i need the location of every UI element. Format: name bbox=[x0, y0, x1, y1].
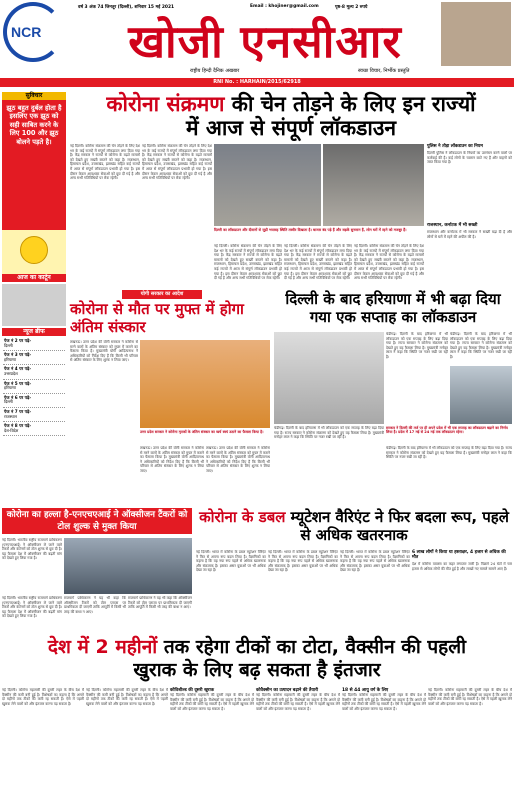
variant-body-col2: नई दिल्ली। भारत में कोरोना के डबल म्यूटेशन वैरिएंट ने फिर से अपना रूप बदल लिया है। वैज्ञानिकों का कहना है कि यह नया रूप पहले से अधिक खतरनाक और संक्रामक है। इसका असर युवाओं पर भी अधिक देखा जा रहा है। bbox=[268, 550, 338, 573]
variant-side bbox=[412, 550, 512, 634]
lead-sidebar2-body: राजस्थान और कर्नाटक में भी सरकार ने सख्ती बढ़ा दी है और लोगों से घरों में रहने की अपील की है। bbox=[427, 230, 512, 239]
variant-headline-black: म्यूटेशन वैरिएंट ने फिर बदला रूप, पहले से अधिक खतरनाक bbox=[285, 508, 509, 544]
lead-body-col1: नई दिल्ली। कोरोना संक्रमण की चेन तोड़ने के लिए देश भर के कई राज्यों में संपूर्ण लॉकडाउन लगा दिया गया है। केंद्र सरकार ने राज्यों से कोरोना के बढ़ते मामलों को देखते हुए सख्ती बरतने को कहा है। राजस्थान, हिमाचल प्रदेश, उत्तराखंड, झारखंड सहित कई राज्यों में आज से संपूर्ण लॉकडाउन प्रभावी हो गया है। इस दौरान केवल आवश्यक सेवाओं को छूट दी गई है और अन्य सभी गतिविधियों पर रोक रहेगी। bbox=[70, 144, 140, 181]
vaccine-headline-line2: खुराक के लिए बढ़ सकता है इंतजार bbox=[133, 659, 381, 681]
masthead-email[interactable]: Email : khojiner@gmail.com bbox=[250, 4, 319, 9]
haryana-photo-ward bbox=[450, 366, 512, 424]
funeral-tag: योगी सरकार का आदेश bbox=[122, 290, 202, 299]
sidebar bbox=[2, 92, 66, 504]
lead-headline-line2: में आज से संपूर्ण लॉकडाउन bbox=[186, 116, 396, 140]
rni-bar: RNI No. : HARHAIN/2015/62918 bbox=[0, 78, 514, 87]
vaccine-sub2: कोवैक्सीन का उत्पादन बढ़ाने की तैयारी bbox=[256, 688, 319, 693]
lead-sidebar-body: दिल्ली पुलिस ने लॉकडाउन के नियमों का उल्लंघन करने वालों पर कार्रवाई की है। कई लोगों के चालान काटे गए हैं और वाहनों को जब्त किया गया है। bbox=[427, 151, 512, 165]
lead-headline[interactable] bbox=[70, 92, 512, 142]
lead-photo-right bbox=[323, 144, 424, 226]
tagline-left: राष्ट्रीय हिन्दी दैनिक अखबार bbox=[190, 68, 240, 74]
funeral-body-col2: लखनऊ। उत्तर प्रदेश की योगी सरकार ने कोरोना से मरने वालों के अंतिम संस्कार को मुफ्त में कराने का फैसला किया है। मुख्यमंत्री योगी आदित्यनाथ ने अधिकारियों को निर्देश दिए हैं कि किसी भी परिवार से अंतिम संस्कार के लिए शुल्क न लिया जाए। bbox=[140, 446, 204, 473]
oxygen-photo bbox=[64, 538, 192, 594]
haryana-body-col4: चंडीगढ़। दिल्ली के बाद हरियाणा में भी लॉकडाउन को एक सप्ताह के लिए बढ़ा दिया गया है। राज्य सरकार ने कोरोना संक्रमण को देखते हुए यह फैसला लिया है। मुख्यमंत्री मनोहर लाल ने कहा कि स्थिति पर नजर रखी जा रही है। bbox=[386, 446, 512, 460]
haryana-photo-caption: सरकार ने दिल्ली की तर्ज पर ही अपने प्रदेश में भी एक सप्ताह का लॉकडाउन बढ़ाने का निर्णय लिया है। प्रदेश में 17 मई से 24 मई तक लॉकडाउन रहेगा। bbox=[386, 426, 508, 435]
list-item[interactable]: पेज नं 3 पर पढ़े- हरियाणा bbox=[3, 351, 65, 365]
vaccine-col5 bbox=[342, 688, 426, 798]
lead-sidebar bbox=[427, 144, 512, 286]
oxygen-body-col1: नई दिल्ली। भारतीय राष्ट्रीय राजमार्ग प्राधिकरण (एनएचएआई) ने ऑक्सीजन ले जाने वाले टैंकरों और कंटेनरों को टोल शुल्क से छूट दी है। यह फैसला देश में ऑक्सीजन की बढ़ती मांग को देखते हुए लिया गया है। bbox=[2, 538, 62, 561]
variant-body-col1: नई दिल्ली। भारत में कोरोना के डबल म्यूटेशन वैरिएंट ने फिर से अपना रूप बदल लिया है। वैज्ञानिकों का कहना है कि यह नया रूप पहले से अधिक खतरनाक और संक्रामक है। इसका असर युवाओं पर भी अधिक देखा जा रहा है। bbox=[196, 550, 266, 573]
funeral-photo-caption: उत्तर प्रदेश सरकार ने कोरोना मृतकों के अंतिम संस्कार का खर्च स्वयं उठाने का फैसला किया है। bbox=[140, 430, 264, 434]
oxygen-body-col4: राजमार्ग प्राधिकरण ने यह भी कहा कि ऑक्सीजन टैंकरों को टोल प्लाजा पर प्राथमिकता दी जाएगी ताकि आपूर्ति में किसी भी तरह की बाधा न आए। bbox=[128, 596, 192, 610]
vaccine-headline-red: देश में 2 महीनों bbox=[47, 636, 158, 658]
vaccine-sub3: 18 से 44 आयु वर्ग के लिए bbox=[342, 688, 389, 693]
news-brief-list bbox=[2, 336, 66, 437]
lead-photo-caption: दिल्ली का लॉकडाउन और दीवानों से जुड़ी भयावह स्थिति तस्वीर दिखाता है। बाजार बंद पड़े हैं और सड़कें सुनसान हैं, लोग घरों में रहने को मजबूर हैं। bbox=[214, 228, 407, 232]
news-brief-title: न्यूज ब्रीफ bbox=[2, 328, 66, 336]
vaccine-headline-black: तक रहेगा टीकों का टोटा, वैक्सीन की पहली bbox=[157, 636, 467, 658]
vaccine-body-col3: नई दिल्ली। कोरोना महामारी की दूसरी लहर के बीच देश में वैक्सीन की कमी बनी हुई है। विशेषज्ञों का कहना है कि अगले दो महीनों तक टीकों की कमी रह सकती है। ऐसे में पहली खुराक लेने वालों को और इंतजार करना पड़ सकता है। bbox=[170, 693, 254, 711]
haryana-body-col3: चंडीगढ़। दिल्ली के बाद हरियाणा में भी लॉकडाउन को एक सप्ताह के लिए बढ़ा दिया गया है। राज्य सरकार ने कोरोना संक्रमण को देखते हुए यह फैसला लिया है। मुख्यमंत्री मनोहर लाल ने कहा कि स्थिति पर नजर रखी जा रही है। bbox=[274, 426, 384, 440]
list-item[interactable]: पेज नं 6 पर पढ़े- दिल्ली bbox=[3, 394, 65, 408]
haryana-headline[interactable]: दिल्ली के बाद हरियाणा में भी बढ़ा दिया गया एक सप्ताह का लॉकडाउन bbox=[285, 290, 501, 326]
oxygen-body-col3: राजमार्ग प्राधिकरण ने यह भी कहा कि ऑक्सीजन टैंकरों को टोल प्लाजा पर प्राथमिकता दी जाएगी ताकि आपूर्ति में किसी भी तरह की बाधा न आए। bbox=[64, 596, 126, 614]
funeral-photo bbox=[140, 340, 270, 428]
list-item[interactable]: पेज नं 5 पर पढ़े- हरियाणा bbox=[3, 380, 65, 394]
oxygen-body-col2: नई दिल्ली। भारतीय राष्ट्रीय राजमार्ग प्राधिकरण (एनएचएआई) ने ऑक्सीजन ले जाने वाले टैंकरों और कंटेनरों को टोल शुल्क से छूट दी है। यह फैसला देश में ऑक्सीजन की बढ़ती मांग को देखते हुए लिया गया है। bbox=[2, 596, 62, 619]
editor-photo bbox=[441, 2, 511, 66]
funeral-body-col3: लखनऊ। उत्तर प्रदेश की योगी सरकार ने कोरोना से मरने वालों के अंतिम संस्कार को मुफ्त में कराने का फैसला किया है। मुख्यमंत्री योगी आदित्यनाथ ने अधिकारियों को निर्देश दिए हैं कि किसी भी परिवार से अंतिम संस्कार के लिए शुल्क न लिया जाए। bbox=[206, 446, 270, 473]
variant-side-body: देश में कोरोना वायरस का कहर लगातार जारी है। पिछले 24 घंटों में चार हजार से अधिक लोगों की मौत हुई है और लाखों नए मामले सामने आए हैं। bbox=[412, 562, 512, 571]
lead-photo-left bbox=[214, 144, 321, 226]
cartoon-image bbox=[2, 284, 66, 326]
list-item[interactable]: पेज नं 7 पर पढ़े- राजस्थान bbox=[3, 408, 65, 422]
vaccine-body-col1: नई दिल्ली। कोरोना महामारी की दूसरी लहर के बीच देश में वैक्सीन की कमी बनी हुई है। विशेषज्ञों का कहना है कि अगले दो महीनों तक टीकों की कमी रह सकती है। ऐसे में पहली खुराक लेने वालों को और इंतजार करना पड़ सकता है। bbox=[2, 688, 84, 706]
lead-body-col4: नई दिल्ली। कोरोना संक्रमण की चेन तोड़ने के लिए देश भर के कई राज्यों में संपूर्ण लॉकडाउन लगा दिया गया है। केंद्र सरकार ने राज्यों से कोरोना के बढ़ते मामलों को देखते हुए सख्ती बरतने को कहा है। राजस्थान, हिमाचल प्रदेश, उत्तराखंड, झारखंड सहित कई राज्यों में आज से संपूर्ण लॉकडाउन प्रभावी हो गया है। इस दौरान केवल आवश्यक सेवाओं को छूट दी गई है और अन्य सभी गतिविधियों पर रोक रहेगी। bbox=[284, 244, 352, 281]
lead-body-col3: नई दिल्ली। कोरोना संक्रमण की चेन तोड़ने के लिए देश भर के कई राज्यों में संपूर्ण लॉकडाउन लगा दिया गया है। केंद्र सरकार ने राज्यों से कोरोना के बढ़ते मामलों को देखते हुए सख्ती बरतने को कहा है। राजस्थान, हिमाचल प्रदेश, उत्तराखंड, झारखंड सहित कई राज्यों में आज से संपूर्ण लॉकडाउन प्रभावी हो गया है। इस दौरान केवल आवश्यक सेवाओं को छूट दी गई है और अन्य सभी गतिविधियों पर रोक रहेगी। bbox=[214, 244, 282, 281]
variant-side-title: 6 लाख लोगों ने किया था हस्ताक्षर, 4 हजार से अधिक की मौत bbox=[412, 550, 506, 560]
tagline-right: स्वच्छ विचार, निर्भीक प्रस्तुति bbox=[358, 68, 410, 74]
list-item[interactable]: पेज नं 4 पर पढ़े- उत्तरप्रदेश bbox=[3, 365, 65, 379]
logo bbox=[3, 2, 63, 64]
cartoon-title: आज का कार्टून bbox=[2, 274, 66, 282]
list-item[interactable]: पेज नं 2 पर पढ़े- दिल्ली bbox=[3, 337, 65, 351]
masthead bbox=[0, 0, 514, 88]
lead-body-col2: नई दिल्ली। कोरोना संक्रमण की चेन तोड़ने के लिए देश भर के कई राज्यों में संपूर्ण लॉकडाउन लगा दिया गया है। केंद्र सरकार ने राज्यों से कोरोना के बढ़ते मामलों को देखते हुए सख्ती बरतने को कहा है। राजस्थान, हिमाचल प्रदेश, उत्तराखंड, झारखंड सहित कई राज्यों में आज से संपूर्ण लॉकडाउन प्रभावी हो गया है। इस दौरान केवल आवश्यक सेवाओं को छूट दी गई है और अन्य सभी गतिविधियों पर रोक रहेगी। bbox=[142, 144, 212, 181]
lead-body-col5: नई दिल्ली। कोरोना संक्रमण की चेन तोड़ने के लिए देश भर के कई राज्यों में संपूर्ण लॉकडाउन लगा दिया गया है। केंद्र सरकार ने राज्यों से कोरोना के बढ़ते मामलों को देखते हुए सख्ती बरतने को कहा है। राजस्थान, हिमाचल प्रदेश, उत्तराखंड, झारखंड सहित कई राज्यों में आज से संपूर्ण लॉकडाउन प्रभावी हो गया है। इस दौरान केवल आवश्यक सेवाओं को छूट दी गई है और अन्य सभी गतिविधियों पर रोक रहेगी। bbox=[354, 244, 424, 281]
cartoon-face-icon bbox=[20, 236, 48, 264]
funeral-headline[interactable]: कोरोना से मौत पर मुफ्त में होगा अंतिम संस्कार bbox=[70, 300, 244, 336]
variant-body-col3: नई दिल्ली। भारत में कोरोना के डबल म्यूटेशन वैरिएंट ने फिर से अपना रूप बदल लिया है। वैज्ञानिकों का कहना है कि यह नया रूप पहले से अधिक खतरनाक और संक्रामक है। इसका असर युवाओं पर भी अधिक देखा जा रहा है। bbox=[340, 550, 410, 573]
oxygen-headline[interactable]: कोरोना का हल्ला है-एनएचएआई ने ऑक्सीजन टैंकरों को टोल शुल्क से मुक्त किया bbox=[2, 508, 192, 534]
haryana-body-col1: चंडीगढ़। दिल्ली के बाद हरियाणा में भी लॉकडाउन को एक सप्ताह के लिए बढ़ा दिया गया है। राज्य सरकार ने कोरोना संक्रमण को देखते हुए यह फैसला लिया है। मुख्यमंत्री मनोहर लाल ने कहा कि स्थिति पर नजर रखी जा रही है। bbox=[386, 332, 448, 359]
lead-sidebar-title: पुलिस ने तोड़ा लॉकडाउन का नियम bbox=[427, 144, 483, 149]
masthead-meta: वर्ष 3 अंक 74 जिनतूर (दिल्ली), शनिवार 15 मई 2021 bbox=[78, 5, 175, 10]
list-item[interactable]: पेज नं 8 पर पढ़े- देश-विदेश bbox=[3, 422, 65, 436]
suvichar-text: झूठ बहुत दुर्बल होता है इसलिए एक झूठ को सही साबित करने के लिए 100 और झूठ बोलने पड़ते है। bbox=[2, 100, 66, 230]
haryana-body-col2: चंडीगढ़। दिल्ली के बाद हरियाणा में भी लॉकडाउन को एक सप्ताह के लिए बढ़ा दिया गया है। राज्य सरकार ने कोरोना संक्रमण को देखते हुए यह फैसला लिया है। मुख्यमंत्री मनोहर लाल ने कहा कि स्थिति पर नजर रखी जा रही है। bbox=[450, 332, 512, 359]
suvichar-title: सुविचार bbox=[2, 92, 66, 100]
vaccine-sub1: कोविशील्ड की दूसरी खुराक bbox=[170, 688, 214, 693]
funeral-body-col1: लखनऊ। उत्तर प्रदेश की योगी सरकार ने कोरोना से मरने वालों के अंतिम संस्कार को मुफ्त में कराने का फैसला किया है। मुख्यमंत्री योगी आदित्यनाथ ने अधिकारियों को निर्देश दिए हैं कि किसी भी परिवार से अंतिम संस्कार के लिए शुल्क न लिया जाए। bbox=[70, 340, 138, 363]
lead-sidebar2-title: राजस्थान, कर्नाटक में भी सख्ती bbox=[427, 223, 478, 228]
cartoon-box bbox=[2, 230, 66, 274]
variant-headline-red: कोरोना के डबल bbox=[199, 508, 286, 526]
vaccine-headline[interactable] bbox=[2, 636, 512, 684]
logo-letters: NCR bbox=[11, 24, 42, 40]
masthead-pages: पृष्ठ-8 मूल्य 2 रुपये bbox=[335, 5, 368, 10]
vaccine-col4 bbox=[256, 688, 340, 798]
haryana-photo-cm bbox=[274, 332, 384, 424]
variant-headline[interactable] bbox=[196, 508, 512, 548]
masthead-title: खोजी एनसीआर bbox=[128, 15, 402, 68]
vaccine-col3 bbox=[170, 688, 254, 798]
vaccine-body-col6: नई दिल्ली। कोरोना महामारी की दूसरी लहर के बीच देश में वैक्सीन की कमी बनी हुई है। विशेषज्ञों का कहना है कि अगले दो महीनों तक टीकों की कमी रह सकती है। ऐसे में पहली खुराक लेने वालों को और इंतजार करना पड़ सकता है। bbox=[428, 688, 512, 706]
vaccine-body-col4: नई दिल्ली। कोरोना महामारी की दूसरी लहर के बीच देश में वैक्सीन की कमी बनी हुई है। विशेषज्ञों का कहना है कि अगले दो महीनों तक टीकों की कमी रह सकती है। ऐसे में पहली खुराक लेने वालों को और इंतजार करना पड़ सकता है। bbox=[256, 693, 340, 711]
lead-headline-red: कोरोना संक्रमण bbox=[106, 92, 225, 116]
lead-headline-black: की चेन तोड़ने के लिए इन राज्यों bbox=[224, 92, 476, 116]
vaccine-body-col2: नई दिल्ली। कोरोना महामारी की दूसरी लहर के बीच देश में वैक्सीन की कमी बनी हुई है। विशेषज्ञों का कहना है कि अगले दो महीनों तक टीकों की कमी रह सकती है। ऐसे में पहली खुराक लेने वालों को और इंतजार करना पड़ सकता है। bbox=[86, 688, 168, 706]
vaccine-body-col5: नई दिल्ली। कोरोना महामारी की दूसरी लहर के बीच देश में वैक्सीन की कमी बनी हुई है। विशेषज्ञों का कहना है कि अगले दो महीनों तक टीकों की कमी रह सकती है। ऐसे में पहली खुराक लेने वालों को और इंतजार करना पड़ सकता है। bbox=[342, 693, 426, 711]
